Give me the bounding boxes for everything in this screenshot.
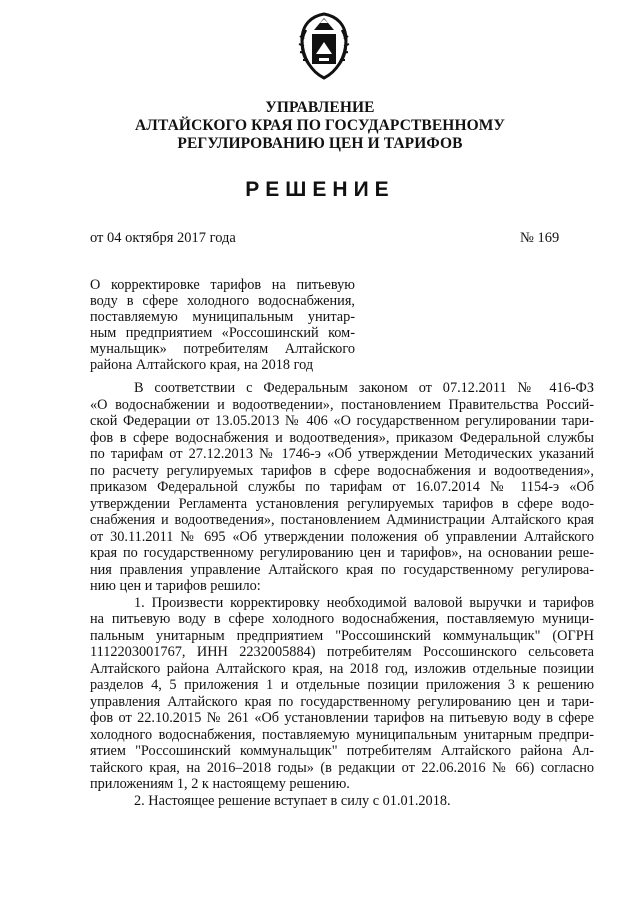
org-line-2: АЛТАЙСКОГО КРАЯ ПО ГОСУДАРСТВЕННОМУ [135,117,505,134]
body-line: нию цен и тарифов решило: [90,578,261,594]
body-line: В соответствии с Федеральным законом от 07.12.2011 № 416-ФЗ [134,380,594,396]
body-line: ния правления управление Алтайского края по государственному регулирова- [90,561,594,578]
body-line: снабжения и водоотведения», постановлением Администрации Алтайского края [90,512,594,528]
body-line: 1. Произвести корректировку необходимой валовой выручки и тарифов [134,594,594,611]
subject-line: мунальщик» потребителям Алтайского [90,341,355,357]
body-line: Алтайского района Алтайского края, на 2018 год, изложив отдельные позиции [90,660,594,677]
body-line: ской Федерации от 13.05.2013 № 406 «О государственном регулировании тари- [90,413,594,429]
body-line: от 30.11.2011 № 695 «Об утверждении положения об управлении Алтайского [90,528,594,545]
body-line: тайского края, на 2016–2018 годы» (в редакции от 22.06.2016 № 66) согласно [90,759,594,776]
org-line-1: УПРАВЛЕНИЕ [265,99,375,116]
body-line: на питьевую воду в сфере холодного водоснабжения, поставляемую муници- [90,611,594,627]
body-line: ятием "Россошинский коммунальщик" потребителям Алтайского района Ал- [90,743,594,759]
letterhead-emblem [292,10,356,82]
body-line: края по государственному регулированию цен и тарифов», на основании реше- [90,545,594,561]
body-line: холодного водоснабжения, поставляемую муниципальным унитарным предпри- [90,726,594,743]
document-number: № 169 [520,230,560,246]
subject-line: района Алтайского края, на 2018 год [90,357,314,373]
subject-line: воду в сфере холодного водоснабжения, [90,293,355,309]
body-line: разделов 4, 5 приложения 1 и отдельные позиции приложения 3 к решению [90,677,594,693]
body-line: 2. Настоящее решение вступает в силу с 01.01.2018. [134,792,451,809]
body-line: фов от 22.10.2015 № 261 «Об установлении тарифов на питьевую воду в сфере [90,710,594,726]
document-type-title: РЕШЕНИЕ [245,178,395,201]
body-line: по тарифам от 27.12.2013 № 1746-э «Об утверждении Методических указаний [90,446,594,462]
body-line: приложениям 1, 2 к настоящему решению. [90,776,350,792]
altai-krai-coat-of-arms-icon [292,10,356,82]
body-line: фов в сфере водоснабжения и водоотведения», приказом Федеральной службы [90,429,594,446]
body-line: управления Алтайского края по государственному регулированию цен и тари- [90,693,594,710]
org-line-3: РЕГУЛИРОВАНИЮ ЦЕН И ТАРИФОВ [177,135,463,152]
body-line: приказом Федеральной службы по тарифам от 16.07.2014 № 1154-э «Об [90,479,594,495]
body-line: 1112203001767, ИНН 2232005884) потребителям Россошинского сельсовета [90,644,594,660]
body-line: пальным унитарным предприятием "Россошинский коммунальщик" (ОГРН [90,627,594,644]
document-body [90,380,594,809]
body-line: «О водоснабжении и водоотведении», постановлением Правительства Россий- [90,396,594,413]
body-line: утверждении Регламента установления регулируемых тарифов в сфере водо- [90,495,594,512]
document-subject [90,277,355,373]
document-date: от 04 октября 2017 года [90,230,236,246]
subject-line: О корректировке тарифов на питьевую [90,277,355,293]
body-line: по расчету регулируемых тарифов в сфере водоснабжения и водоотведения», [90,462,594,479]
subject-line: поставляемую муниципальным унитар- [90,309,355,325]
subject-line: ным предприятием «Россошинский ком- [90,325,355,341]
